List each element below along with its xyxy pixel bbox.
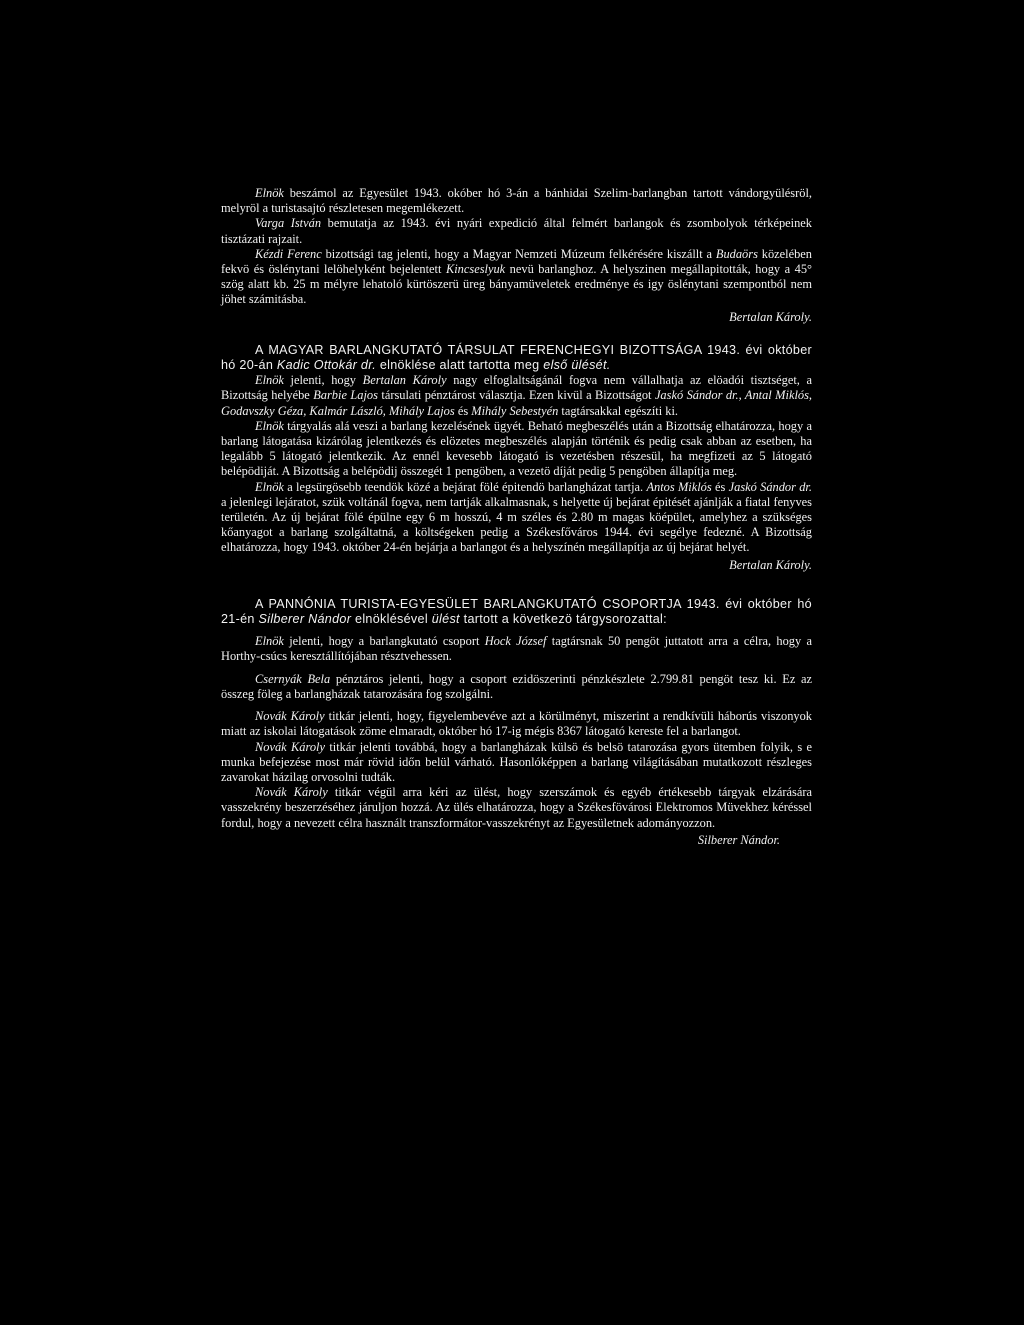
section-heading: A PANNÓNIA TURISTA-EGYESÜLET BARLANGKUTATÓ CSOPORTJA 1943. évi október hó 21-én Silberer Nándor elnöklésével ülést tartott a következö tárgysorozattal: [221, 596, 812, 627]
person-names: Jaskó Sándor dr., Antal Miklós, Godavszky Géza, Kalmár László, Mihály Lajos [221, 388, 812, 418]
cave-name: Kincseslyuk [445, 262, 506, 277]
person-name: Novák Károly [255, 785, 328, 800]
person-name: Kézdi Ferenc [255, 246, 322, 261]
section-heading: A MAGYAR BARLANGKUTATÓ TÁRSULAT FERENCHEGYI BIZOTTSÁGA 1943. évi október hó 20-án Kadic Ottokár dr. elnöklése alatt tartotta meg első ülését. [221, 342, 812, 373]
paragraph: Varga István bemutatja az 1943. évi nyári expedició által felmért barlangok és zsombolyok térképeinek tisztázati rajzait. [221, 216, 812, 246]
person-name: Silberer Nándor [258, 612, 352, 627]
person-name: Kadic Ottokár dr. [276, 358, 377, 373]
person-name: Elnök [255, 373, 284, 388]
emphasis: ülést [431, 612, 460, 627]
person-name: Novák Károly [255, 739, 325, 754]
person-name: Elnök [255, 479, 284, 494]
person-name: Jaskó Sándor dr. [728, 479, 812, 494]
place-name: Budaörs [715, 246, 758, 261]
person-name: Mihály Sebestyén [471, 403, 559, 418]
signature: Bertalan Károly. [729, 309, 812, 324]
person-name: Elnök [255, 634, 284, 649]
paragraph: Csernyák Bela pénztáros jelenti, hogy a csoport ezidöszerinti pénzkészlete 2.799.81 pengöt tesz ki. Ez az összeg föleg a barlangházak tatarozására fog szolgálni. [221, 671, 812, 701]
paragraph: Novák Károly titkár jelenti, hogy, figyelembevéve azt a körülményt, miszerint a rendkívüli háborús viszonyok miatt az iskolai látogatások zöme elmaradt, október hó 17-ig mégis 8367 látogató kereste fel a barlangot. [221, 709, 812, 739]
paragraph: Elnök a legsürgösebb teendök közé a bejárat fölé épitendö barlangházat tartja. Antos Miklós és Jaskó Sándor dr. a jelenlegi lejáratot, szük voltánál fogva, nem tartják alkalmasnak, s helyette új bejárat épitését ajánlják a fiatal fenyves területén. Az új bejárat fölé épülne egy 6 m hosszú, 4 m széles és 2.80 m magas köépület, amelyhez a szükséges kőanyagot a barlang szolgáltatná, a költségeken pedig a Székesfőváros 1944. évi segélye fedezné. A Bizottság elhatározza, hogy 1943. október 24-én bejárja a barlangot és a helyszínén megállapítja az új bejárat helyét. [221, 479, 812, 555]
person-name: Elnök [255, 186, 284, 200]
paragraph: Novák Károly titkár jelenti továbbá, hogy a barlangházak külsö és belsö tatarozása gyors ütemben folyik, s e munka befejezése most már rövid időn belül várható. Hasonlóképpen a barlang világításában mutatkozott részleges zavarokat házilag orvosolni tudták. [221, 739, 812, 784]
signature: Silberer Nándor. [697, 832, 780, 847]
person-name: Hock József [484, 634, 547, 649]
person-name: Barbie Lajos [313, 388, 378, 403]
person-name: Novák Károly [255, 709, 325, 724]
signature: Bertalan Károly. [729, 557, 812, 572]
person-name: Varga István [255, 216, 322, 231]
paragraph: Elnök jelenti, hogy Bertalan Károly nagy elfoglaltságánál fogva nem vállalhatja az elöadói tisztséget, a Bizottság helyébe Barbie Lajos társulati pénztárost választja. Ezen kivül a Bizottságot Jaskó Sándor dr., Antal Miklós, Godavszky Géza, Kalmár László, Mihály Lajos és Mihály Sebestyén tagtársakkal egészíti ki. [221, 373, 813, 418]
paragraph: Kézdi Ferenc bizottsági tag jelenti, hogy a Magyar Nemzeti Múzeum felkérésére kiszállt a Budaörs közelében fekvö és öslénytani lelöhelyként bejelentett Kincseslyuk nevü barlanghoz. A helyszinen megállapitották, hogy a 45° szög alatt kb. 25 m mélyre lehatoló kürtöszerü üreg bányamüveletek eredménye és igy öslénytani szempontból nem jöhet számitásba. [221, 246, 812, 307]
document-page [221, 186, 812, 848]
person-name: Antos Miklós [646, 479, 712, 494]
person-name: Csernyák Bela [255, 671, 331, 686]
paragraph: Elnök beszámol az Egyesület 1943. okóber hó 3-án a bánhidai Szelim-barlangban tartott vándorgyülésröl, melyröl a turistasajtó részletesen megemlékezett. [221, 186, 812, 216]
paragraph: Elnök jelenti, hogy a barlangkutató csoport Hock József tagtársnak 50 pengöt juttatott arra a célra, hogy a Horthy-csúcs keresztállítójában résztvehessen. [221, 634, 812, 664]
person-name: Bertalan Károly [362, 373, 447, 388]
emphasis: első ülését. [543, 358, 611, 373]
person-name: Elnök [255, 418, 284, 433]
paragraph: Novák Károly titkár végül arra kéri az ülést, hogy szerszámok és egyéb értékesebb tárgyak elzárására vasszekrény beszerzéséhez járuljon hozzá. Az ülés elhatározza, hogy a Székesfövárosi Elektromos Müvekhez kéréssel fordul, hogy a nevezett célra használt transzformátor-vasszekrényt az Egyesületnek adományozzon. [221, 785, 812, 830]
paragraph: Elnök tárgyalás alá veszi a barlang kezelésének ügyét. Beható megbeszélés után a Bizottság elhatározza, hogy a barlang látogatása kizárólag jelentkezés és elözetes megbeszélés alapján történik és pedig csak abban az esetben, ha legalább 5 látogató jelentkezik. Az ennél kevesebb látogató is vezetésben részesül, ha megfizeti az 5 látogató belépödiját. A Bizottság a belépödij összegét 1 pengöben, a vezetö díját pedig 5 pengöben állapítja meg. [221, 418, 812, 479]
